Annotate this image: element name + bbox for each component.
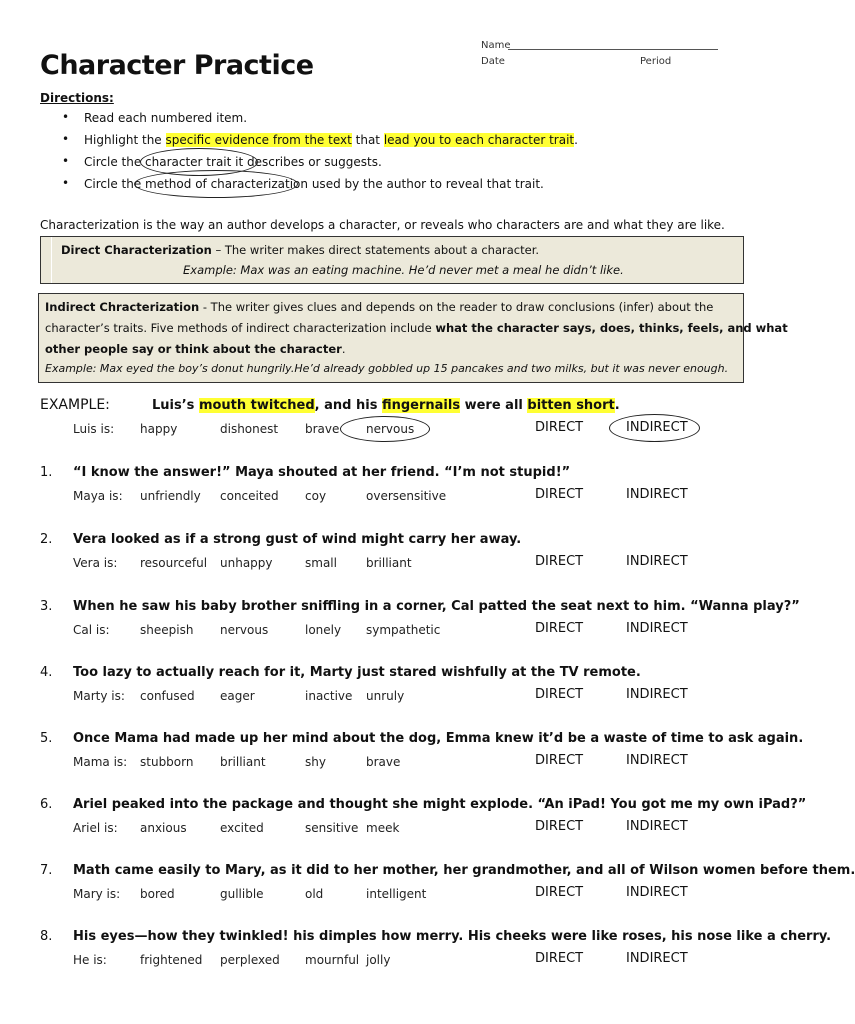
direction-2: Highlight the specific evidence from the text that lead you to each character trait. — [84, 133, 578, 147]
question-subject: He is: — [73, 953, 107, 967]
trait-option[interactable]: meek — [366, 821, 400, 835]
question-number: 5. — [40, 731, 53, 746]
trait-option[interactable]: brave — [366, 755, 401, 769]
example-indirect-selected[interactable]: INDIRECT — [626, 420, 688, 435]
question-text: Once Mama had made up her mind about the dog, Emma knew it’d be a waste of time to ask again. — [73, 731, 804, 746]
bullet-icon: • — [62, 154, 70, 168]
direct-option[interactable]: DIRECT — [535, 687, 584, 702]
trait-option[interactable]: excited — [220, 821, 264, 835]
indirect-example: Example: Max eyed the boy’s donut hungrily.He’d already gobbled up 15 pancakes and two milks, but it was never enough. — [45, 362, 729, 375]
question-number: 6. — [40, 797, 53, 812]
question-text: Ariel peaked into the package and thought she might explode. “An iPad! You got me my own iPad?” — [73, 797, 807, 812]
question-text: “I know the answer!” Maya shouted at her friend. “I’m not stupid!” — [73, 465, 571, 480]
example-option[interactable]: brave — [305, 422, 340, 436]
name-label: Name — [481, 40, 511, 51]
trait-option[interactable]: bored — [140, 887, 175, 901]
direct-option[interactable]: DIRECT — [535, 951, 584, 966]
question-subject: Cal is: — [73, 623, 110, 637]
question-number: 2. — [40, 532, 53, 547]
trait-option[interactable]: brilliant — [366, 556, 412, 570]
question-number: 7. — [40, 863, 53, 878]
trait-option[interactable]: small — [305, 556, 337, 570]
example-label: EXAMPLE: — [40, 397, 110, 413]
direct-example: Example: Max was an eating machine. He’d never met a meal he didn’t like. — [183, 263, 624, 277]
characterization-intro: Characterization is the way an author develops a character, or reveals who characters are and what they are like. — [40, 218, 725, 232]
question-subject: Ariel is: — [73, 821, 118, 835]
example-option-selected[interactable]: nervous — [366, 422, 415, 436]
bullet-icon: • — [62, 110, 70, 124]
date-label: Date — [481, 56, 505, 67]
question-text: Too lazy to actually reach for it, Marty just stared wishfully at the TV remote. — [73, 665, 641, 680]
indirect-option[interactable]: INDIRECT — [626, 621, 688, 636]
period-label: Period — [640, 56, 672, 67]
direct-option[interactable]: DIRECT — [535, 487, 584, 502]
question-number: 1. — [40, 465, 53, 480]
trait-option[interactable]: sympathetic — [366, 623, 441, 637]
trait-option[interactable]: eager — [220, 689, 255, 703]
trait-option[interactable]: perplexed — [220, 953, 280, 967]
bullet-icon: • — [62, 132, 70, 146]
trait-option[interactable]: jolly — [366, 953, 391, 967]
trait-option[interactable]: confused — [140, 689, 195, 703]
method-circle — [134, 170, 298, 198]
direct-option[interactable]: DIRECT — [535, 885, 584, 900]
question-subject: Marty is: — [73, 689, 125, 703]
question-text: Math came easily to Mary, as it did to her mother, her grandmother, and all of Wilson women before them. — [73, 863, 855, 878]
trait-option[interactable]: conceited — [220, 489, 279, 503]
name-line[interactable] — [508, 49, 718, 50]
indirect-option[interactable]: INDIRECT — [626, 951, 688, 966]
trait-option[interactable]: brilliant — [220, 755, 266, 769]
trait-option[interactable]: oversensitive — [366, 489, 447, 503]
direction-4: Circle the method of characterization used by the author to reveal that trait. — [84, 177, 544, 191]
indirect-option[interactable]: INDIRECT — [626, 554, 688, 569]
direction-3: Circle the character trait it describes or suggests. — [84, 155, 382, 169]
trait-option[interactable]: gullible — [220, 887, 264, 901]
indirect-option[interactable]: INDIRECT — [626, 885, 688, 900]
indirect-option[interactable]: INDIRECT — [626, 819, 688, 834]
question-subject: Vera is: — [73, 556, 118, 570]
question-number: 4. — [40, 665, 53, 680]
question-subject: Mary is: — [73, 887, 121, 901]
question-subject: Mama is: — [73, 755, 128, 769]
example-method-circle — [609, 414, 700, 442]
indirect-option[interactable]: INDIRECT — [626, 687, 688, 702]
question-subject: Maya is: — [73, 489, 123, 503]
bullet-icon: • — [62, 176, 70, 190]
direct-option[interactable]: DIRECT — [535, 621, 584, 636]
indirect-option[interactable]: INDIRECT — [626, 753, 688, 768]
example-option[interactable]: dishonest — [220, 422, 279, 436]
indirect-characterization-box — [38, 293, 788, 383]
trait-option[interactable]: inactive — [305, 689, 353, 703]
direction-1: Read each numbered item. — [84, 111, 248, 125]
direct-definition: Direct Characterization – The writer makes direct statements about a character. — [61, 243, 540, 257]
trait-option[interactable]: intelligent — [366, 887, 427, 901]
direct-option[interactable]: DIRECT — [535, 753, 584, 768]
example-subject: Luis is: — [73, 422, 115, 436]
indirect-line-3: other people say or think about the character. — [45, 342, 346, 356]
indirect-line-2: character’s traits. Five methods of indirect characterization include what the character says, does, thinks, feels, and what — [45, 321, 788, 335]
direct-characterization-box — [40, 236, 744, 284]
trait-option[interactable]: shy — [305, 755, 326, 769]
indirect-line-1: Indirect Chracterization - The writer gives clues and depends on the reader to draw conclusions (infer) about the — [45, 300, 714, 314]
question-number: 3. — [40, 599, 53, 614]
direct-option[interactable]: DIRECT — [535, 554, 584, 569]
trait-option[interactable]: sensitive — [305, 821, 359, 835]
trait-option[interactable]: unfriendly — [140, 489, 201, 503]
example-direct[interactable]: DIRECT — [535, 420, 584, 435]
example-trait-circle — [340, 416, 430, 442]
example-sentence: Luis’s mouth twitched, and his fingernails were all bitten short. — [152, 398, 620, 413]
indirect-option[interactable]: INDIRECT — [626, 487, 688, 502]
example-option[interactable]: happy — [140, 422, 178, 436]
trait-option[interactable]: sheepish — [140, 623, 194, 637]
trait-option[interactable]: lonely — [305, 623, 342, 637]
trait-option[interactable]: unhappy — [220, 556, 273, 570]
question-text: His eyes—how they twinkled! his dimples how merry. His cheeks were like roses, his nose like a cherry. — [73, 929, 832, 944]
trait-option[interactable]: frightened — [140, 953, 203, 967]
trait-option[interactable]: resourceful — [140, 556, 208, 570]
page-title: Character Practice — [40, 50, 314, 81]
question-number: 8. — [40, 929, 53, 944]
trait-option[interactable]: unruly — [366, 689, 405, 703]
trait-option[interactable]: anxious — [140, 821, 187, 835]
trait-option[interactable]: nervous — [220, 623, 269, 637]
trait-option[interactable]: mournful — [305, 953, 360, 967]
trait-option[interactable]: coy — [305, 489, 327, 503]
trait-option[interactable]: old — [305, 887, 324, 901]
question-text: Vera looked as if a strong gust of wind might carry her away. — [73, 532, 522, 547]
trait-option[interactable]: stubborn — [140, 755, 194, 769]
direct-option[interactable]: DIRECT — [535, 819, 584, 834]
question-text: When he saw his baby brother sniffling in a corner, Cal patted the seat next to him. “Wanna play?” — [73, 599, 800, 614]
directions-heading: Directions: — [40, 91, 114, 105]
